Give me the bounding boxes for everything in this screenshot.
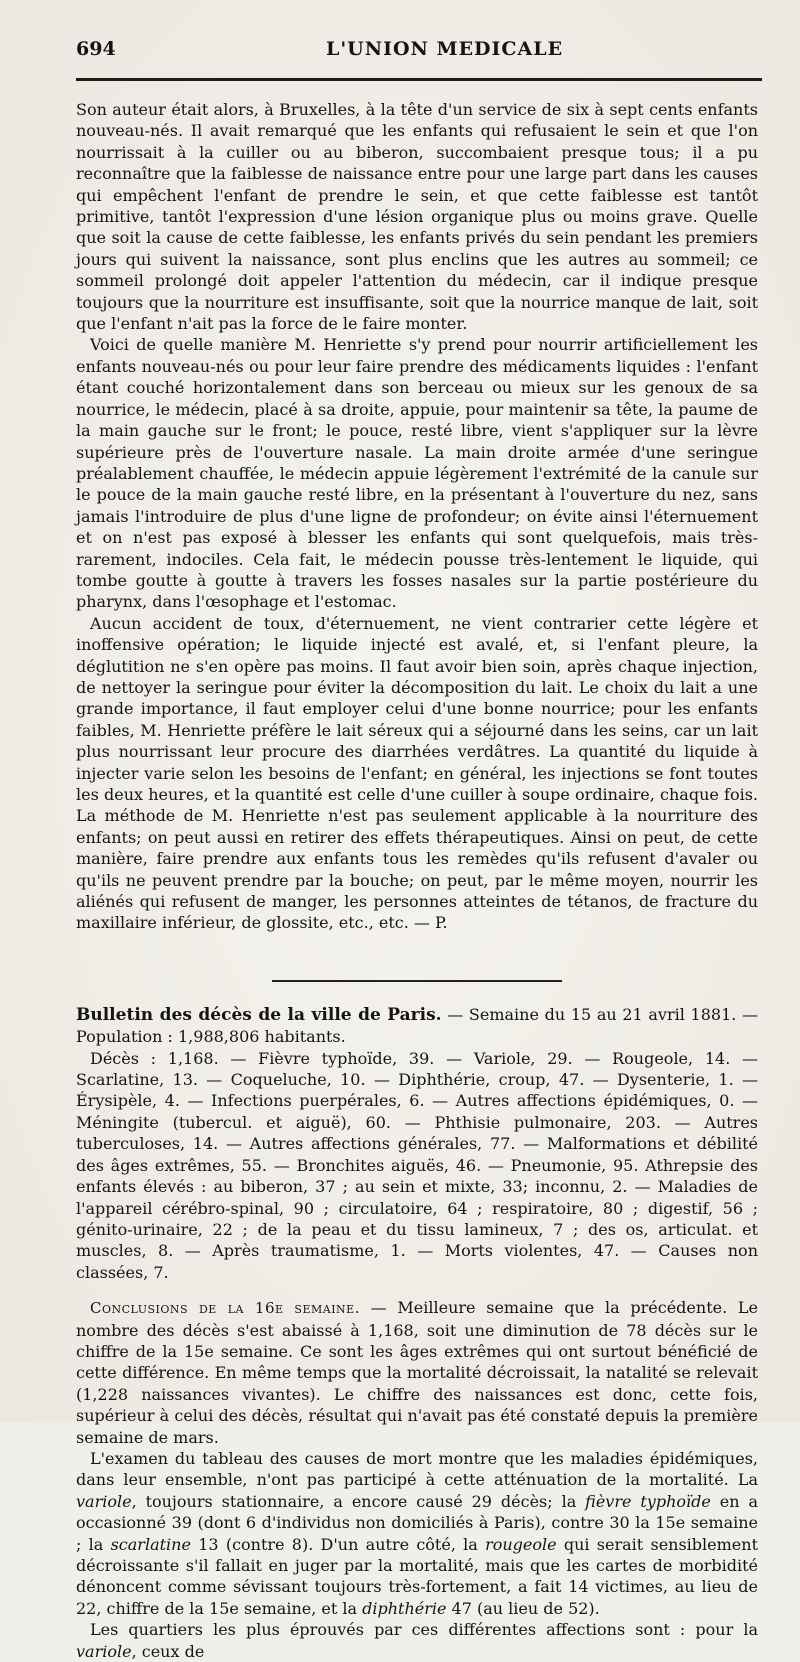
paragraph-3: Aucun accident de toux, d'éternuement, ne vient contrarier cette légère et inoffensive opération; le liquide injecté est avalé, et, si l'enfant pleure, la déglutition ne s'en opère pas moins. Il faut avoir bien soin, après chaque injection, de nettoyer la seringue pour éviter la décomposition du lait. Le choix du lait a une grande importance, il faut employer celui d'une bonne nourrice; pour les enfants faibles, M. Henriette préfère le lait séreux qui a séjourné dans les seins, car un lait plus nourrissant leur procure des diarrhées verdâtres. La quantité du liquide à injecter varie selon les besoins de l'enfant; en général, les injections se font toutes les deux heures, et la quantité est celle d'une cuiller à soupe ordinaire, chaque fois. La méthode de M. Henriette n'est pas seulement applicable à la nourriture des enfants; on peut aussi en retirer des effets thérapeutiques. Ainsi on peut, de cette manière, faire prendre aux enfants tous les remèdes qu'ils refusent d'avaler ou qu'ils ne peuvent prendre par la bouche; on peut, par le même moyen, nourrir les aliénés qui refusent de manger, les personnes atteintes de tétanos, de fracture du maxillaire inférieur, de glossite, etc., etc. — P. bbox=[76, 613, 758, 933]
bulletin-deaths: Décès : 1,168. — Fièvre typhoïde, 39. — Variole, 29. — Rougeole, 14. — Scarlatine, 13. — Coqueluche, 10. — Diphthérie, croup, 47. — Dysenterie, 1. — Érysipèle, 4. — Infections puerpérales, 6. — Autres affections épidémiques, 0. — Méningite (tubercul. et aiguë), 60. — Phthisie pulmonaire, 203. — Autres tuberculoses, 14. — Autres affections générales, 77. — Malformations et débilité des âges extrêmes, 55. — Bronchites aiguës, 46. — Pneumonie, 95. Athrepsie des enfants élevés : au biberon, 37 ; au sein et mixte, 33; inconnu, 2. — Maladies de l'appareil cérébro-spinal, 90 ; circulatoire, 64 ; respiratoire, 80 ; digestif, 56 ; génito-urinaire, 22 ; de la peau et du tissu lamineux, 7 ; des os, articulat. et muscles, 8. — Après traumatisme, 1. — Morts violentes, 47. — Causes non classées, 7. bbox=[76, 1048, 758, 1282]
text-run: qui serait sensiblement décroissante s'il fallait en juger par la mortalité, mais que les cartes de morbidité dénoncent comme sévissant toujours très-fortement, a fait 14 victimes, au lieu de 22, chiffre de la 15e semaine, et la bbox=[76, 1534, 759, 1618]
spacer bbox=[76, 1283, 758, 1297]
journal-title: L'UNION MEDICALE bbox=[326, 38, 564, 60]
conclusions-text: — Meilleure semaine que la précédente. Le nombre des décès s'est abaissé à 1,168, soit une diminution de 78 décès sur le chiffre de la 15e semaine. Ce sont les âges extrêmes qui ont surtout bénéficié de cette différence. En même temps que la mortalité décroissait, la natalité se relevait (1,228 naissances vivantes). Le chiffre des naissances est donc, cette fois, supérieur à celui des décès, résultat qui n'avait pas été constaté depuis la première semaine de mars. bbox=[76, 1298, 758, 1447]
text-run: en a occasionné 39 (dont 6 d'individus non domiciliés à Paris), contre 30 la 15e semaine ; la bbox=[76, 1491, 759, 1554]
bulletin-title: Bulletin des décès de la ville de Paris. bbox=[76, 1004, 442, 1025]
paragraph-1: Son auteur était alors, à Bruxelles, à la tête d'un service de six à sept cents enfants nouveau-nés. Il avait remarqué que les enfants qui refusaient le sein et que l'on nourrissait à la cuiller ou au biberon, succombaient presque tous; il a pu reconnaître que la faiblesse de naissance entre pour une large part dans les causes qui empêchent l'enfant de prendre le sein, et que cette faiblesse est tantôt primitive, tantôt l'expression d'une lésion organique plus ou moins grave. Quelle que soit la cause de cette faiblesse, les enfants privés du sein pendant les premiers jours qui suivent la naissance, sont plus enclins que les autres au sommeil; ce sommeil prolongé doit appeler l'attention du médecin, car il indique presque toujours que la nourriture est insuffisante, soit que la nourrice manque de lait, soit que l'enfant n'ait pas la force de le faire monter. bbox=[76, 100, 758, 334]
italic-term: rougeole bbox=[485, 1534, 557, 1554]
italic-term: fièvre typhoïde bbox=[585, 1491, 711, 1511]
bulletin-week: — Semaine du 15 au 21 avril 1881. — Population : 1,988,806 habitants. bbox=[76, 1004, 758, 1047]
article-body bbox=[76, 99, 758, 934]
bulletin-intro bbox=[76, 1004, 758, 1048]
italic-term: scarlatine bbox=[110, 1534, 191, 1554]
header-rule bbox=[76, 78, 762, 81]
conclusions-paragraph bbox=[76, 1297, 758, 1448]
paragraph-2: Voici de quelle manière M. Henriette s'y prend pour nourrir artificiellement les enfants nouveau-nés ou pour leur faire prendre des médicaments liquides : l'enfant étant couché horizontalement dans son berceau ou mieux sur les genoux de sa nourrice, le médecin, placé à sa droite, appuie, pour maintenir sa tête, la paume de la main gauche sur le front; le pouce, resté libre, vient s'appliquer sur la lèvre supérieure près de l'ouverture nasale. La main droite armée d'une seringue préalablement chauffée, le médecin appuie légèrement l'extrémité de la canule sur le pouce de la main gauche resté libre, en la présentant à l'ouverture du nez, sans jamais l'introduire de plus d'une ligne de profondeur; on évite ainsi l'éternuement et on n'est pas exposé à blesser les enfants qui sont quelquefois, mais très-rarement, indociles. Cela fait, le médecin pousse très-lentement le liquide, qui tombe goutte à goutte à travers les fosses nasales sur la partie postérieure du pharynx, dans l'œsophage et l'estomac. bbox=[76, 335, 758, 612]
running-header bbox=[76, 38, 758, 70]
conclusions-title: Conclusions de la 16e semaine. bbox=[90, 1299, 360, 1318]
text-run: 47 (au lieu de 52). bbox=[446, 1598, 600, 1618]
italic-term: variole bbox=[76, 1491, 132, 1511]
last-paragraph bbox=[76, 1619, 758, 1662]
text-run: L'examen du tableau des causes de mort montre que les maladies épidémiques, dans leur ensemble, n'ont pas participé à cette atténuation de la mortalité. La bbox=[76, 1448, 758, 1490]
page-number: 694 bbox=[76, 38, 116, 60]
text-run: , ceux de bbox=[131, 1641, 205, 1661]
italic-term: variole bbox=[76, 1641, 132, 1661]
section-separator bbox=[272, 980, 562, 982]
text-run: Les quartiers les plus éprouvés par ces différentes affections sont : pour la bbox=[90, 1620, 758, 1640]
text-run: , toujours stationnaire, a encore causé 29 décès; la bbox=[131, 1491, 586, 1511]
text-run: 13 (contre 8). D'un autre côté, la bbox=[190, 1534, 486, 1554]
exam-paragraph bbox=[76, 1448, 758, 1619]
bulletin-section bbox=[76, 1004, 758, 1662]
italic-term: diphthérie bbox=[362, 1598, 447, 1618]
